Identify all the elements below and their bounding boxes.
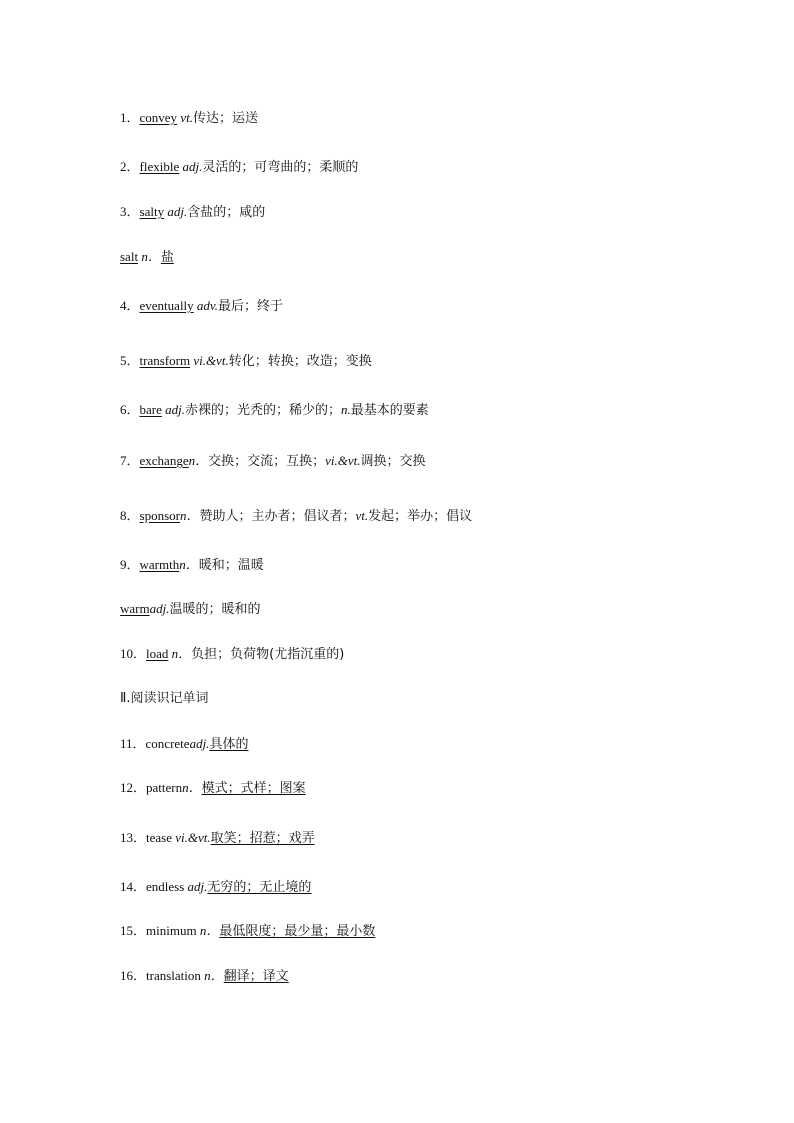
item-number: 11． — [120, 736, 146, 751]
part-of-speech: n． — [199, 923, 220, 938]
item-number: 10． — [120, 646, 147, 661]
vocab-word: pattern — [146, 780, 183, 795]
vocab-item-minimum — [120, 922, 375, 941]
vocab-item-translation — [120, 967, 289, 986]
vocab-meaning: 转化；转换；改造；变换 — [228, 354, 372, 369]
vocab-meaning: 赞助人；主办者；倡议者； — [199, 509, 356, 524]
item-number: 2． — [120, 159, 140, 174]
part-of-speech: n． — [141, 249, 161, 264]
part-of-speech: adj. — [165, 402, 186, 417]
vocab-meaning: 模式；式样；图案 — [201, 781, 306, 796]
vocab-item-flexible — [120, 158, 358, 177]
vocab-item-exchange — [120, 452, 426, 471]
vocab-meaning: 交换；交流；互换； — [208, 454, 326, 469]
part-of-speech-2: n. — [341, 402, 351, 417]
vocab-word: transform — [139, 353, 191, 368]
vocab-item-warmth — [120, 556, 264, 575]
part-of-speech: vi.&vt. — [175, 830, 211, 845]
vocab-word: warmth — [139, 557, 180, 572]
part-of-speech: adj. — [167, 204, 188, 219]
vocab-meaning: 温暖的；暖和的 — [169, 602, 261, 617]
part-of-speech: adj. — [189, 736, 210, 751]
vocab-word: translation — [146, 968, 201, 983]
section-title: Ⅱ.阅读识记单词 — [120, 691, 209, 706]
vocab-item-convey — [120, 109, 258, 128]
vocab-word: flexible — [139, 159, 180, 174]
vocab-item-eventually — [120, 297, 283, 316]
vocab-word: salty — [139, 204, 165, 219]
part-of-speech-2: vi.&vt. — [325, 453, 361, 468]
section-heading — [120, 689, 209, 708]
vocab-word: tease — [146, 830, 172, 845]
vocab-word: load — [146, 646, 169, 661]
vocab-word: bare — [139, 402, 162, 417]
vocab-meaning: 取笑；招惹；戏弄 — [210, 831, 315, 846]
vocab-meaning: 具体的 — [209, 737, 249, 752]
item-number: 4． — [120, 298, 140, 313]
part-of-speech: adv. — [196, 298, 218, 313]
vocab-meaning-2: 调换；交换 — [360, 454, 426, 469]
vocab-meaning: 无穷的；无止境的 — [207, 880, 312, 895]
vocab-meaning: 盐 — [160, 250, 174, 265]
vocab-meaning: 赤裸的；光秃的；稀少的； — [185, 403, 342, 418]
part-of-speech: n． — [204, 968, 224, 983]
vocab-item-concrete — [120, 735, 248, 754]
item-number: 3． — [120, 204, 140, 219]
vocab-word: convey — [139, 110, 178, 125]
item-number: 13． — [120, 830, 147, 845]
item-number: 15． — [120, 923, 147, 938]
vocab-word: exchange — [139, 453, 189, 468]
vocab-meaning: 负担；负荷物(尤指沉重的) — [191, 647, 345, 662]
part-of-speech: n． — [188, 453, 209, 468]
vocab-item-warm — [120, 600, 261, 619]
vocab-meaning: 最低限度；最少量；最小数 — [219, 924, 376, 939]
vocab-word: minimum — [146, 923, 197, 938]
item-number: 6． — [120, 402, 140, 417]
item-number: 7． — [120, 453, 140, 468]
vocab-item-sponsor — [120, 507, 472, 526]
vocab-item-salt — [120, 248, 174, 267]
vocab-meaning: 含盐的；咸的 — [187, 205, 266, 220]
vocab-word: warm — [120, 601, 150, 616]
part-of-speech: vt. — [180, 110, 193, 125]
item-number: 14． — [120, 879, 147, 894]
part-of-speech: adj. — [149, 601, 170, 616]
vocab-item-bare — [120, 401, 429, 420]
part-of-speech: n． — [182, 780, 202, 795]
vocab-item-pattern — [120, 779, 306, 798]
vocab-word: endless — [146, 879, 185, 894]
item-number: 1． — [120, 110, 140, 125]
item-number: 12． — [120, 780, 147, 795]
vocab-item-endless — [120, 878, 311, 897]
part-of-speech: adj. — [187, 879, 208, 894]
item-number: 8． — [120, 508, 140, 523]
vocab-meaning-2: 最基本的要素 — [350, 403, 429, 418]
item-number: 9． — [120, 557, 140, 572]
part-of-speech: n． — [171, 646, 192, 661]
part-of-speech: n． — [179, 557, 199, 572]
vocab-word: eventually — [139, 298, 194, 313]
vocab-meaning-2: 发起；举办；倡议 — [368, 509, 473, 524]
vocab-item-transform — [120, 352, 372, 371]
vocab-word: sponsor — [139, 508, 180, 523]
vocab-meaning: 最后；终于 — [217, 299, 283, 314]
part-of-speech: vi.&vt. — [193, 353, 229, 368]
vocab-word: salt — [120, 249, 139, 264]
vocab-item-tease — [120, 829, 315, 848]
part-of-speech: adj. — [182, 159, 203, 174]
vocab-item-load — [120, 645, 344, 664]
vocab-item-salty — [120, 203, 265, 222]
vocab-meaning: 暖和；温暖 — [198, 558, 264, 573]
vocab-meaning: 翻译；译文 — [223, 969, 289, 984]
part-of-speech-2: vt. — [355, 508, 369, 523]
vocab-meaning: 传达；运送 — [192, 111, 258, 126]
vocab-word: concrete — [145, 736, 190, 751]
part-of-speech: n． — [179, 508, 200, 523]
vocab-meaning: 灵活的；可弯曲的；柔顺的 — [202, 160, 359, 175]
item-number: 5． — [120, 353, 140, 368]
item-number: 16． — [120, 968, 147, 983]
